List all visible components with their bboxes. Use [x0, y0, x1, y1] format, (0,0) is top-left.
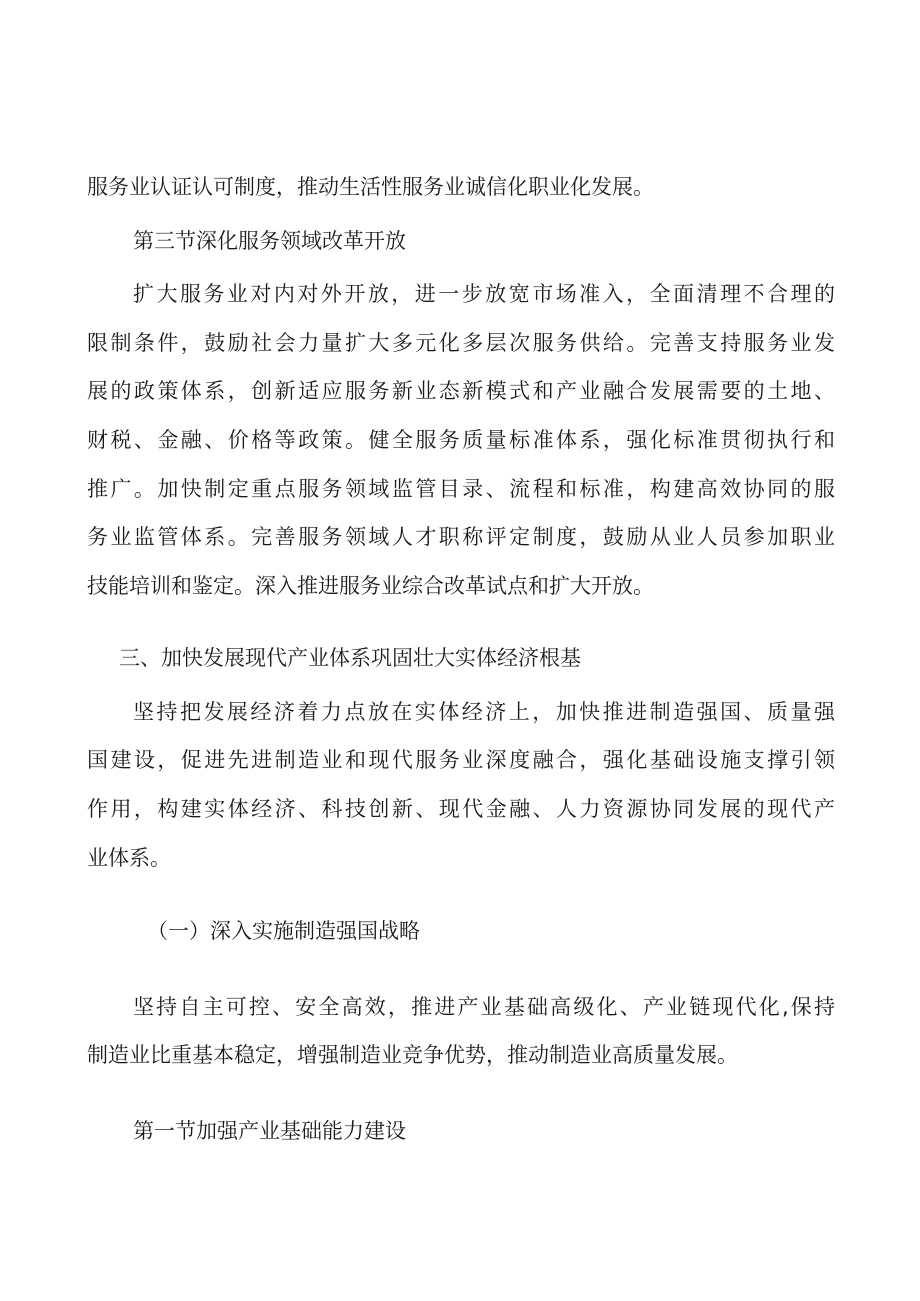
paragraph-line: 坚持把发展经济着力点放在实体经济上，加快推进制造强国、质量强 — [133, 700, 835, 724]
paragraph-line: 扩大服务业对内对外开放，进一步放宽市场准入，全面清理不合理的 — [133, 282, 835, 306]
paragraph-line: 推广。加快制定重点服务领域监管目录、流程和标准，构建高效协同的服 — [87, 477, 835, 501]
paragraph-line: 服务业认证认可制度，推动生活性服务业诚信化职业化发展。 — [87, 175, 654, 199]
subsection-heading: （一）深入实施制造强国战略 — [147, 919, 420, 943]
paragraph-line: 坚持自主可控、安全高效，推进产业基础高级化、产业链现代化,保持 — [133, 995, 835, 1019]
section-heading: 第一节加强产业基础能力建设 — [133, 1119, 406, 1143]
paragraph-line: 作用，构建实体经济、科技创新、现代金融、人力资源协同发展的现代产 — [87, 797, 835, 821]
section-heading: 第三节深化服务领域改革开放 — [133, 229, 406, 253]
paragraph-line: 国建设，促进先进制造业和现代服务业深度融合，强化基础设施支撑引领 — [87, 748, 835, 772]
paragraph-line: 业体系。 — [87, 846, 171, 870]
part-heading: 三、加快发展现代产业体系巩固壮大实体经济根基 — [119, 646, 581, 670]
paragraph-line: 展的政策体系，创新适应服务新业态新模式和产业融合发展需要的土地、 — [87, 379, 835, 403]
paragraph-line: 财税、金融、价格等政策。健全服务质量标准体系，强化标准贯彻执行和 — [87, 428, 835, 452]
paragraph-line: 务业监管体系。完善服务领域人才职称评定制度，鼓励从业人员参加职业 — [87, 525, 835, 549]
paragraph-line: 制造业比重基本稳定，增强制造业竞争优势，推动制造业高质量发展。 — [87, 1043, 738, 1067]
paragraph-line: 限制条件，鼓励社会力量扩大多元化多层次服务供给。完善支持服务业发 — [87, 331, 835, 355]
paragraph-line: 技能培训和鉴定。深入推进服务业综合改革试点和扩大开放。 — [87, 574, 654, 598]
